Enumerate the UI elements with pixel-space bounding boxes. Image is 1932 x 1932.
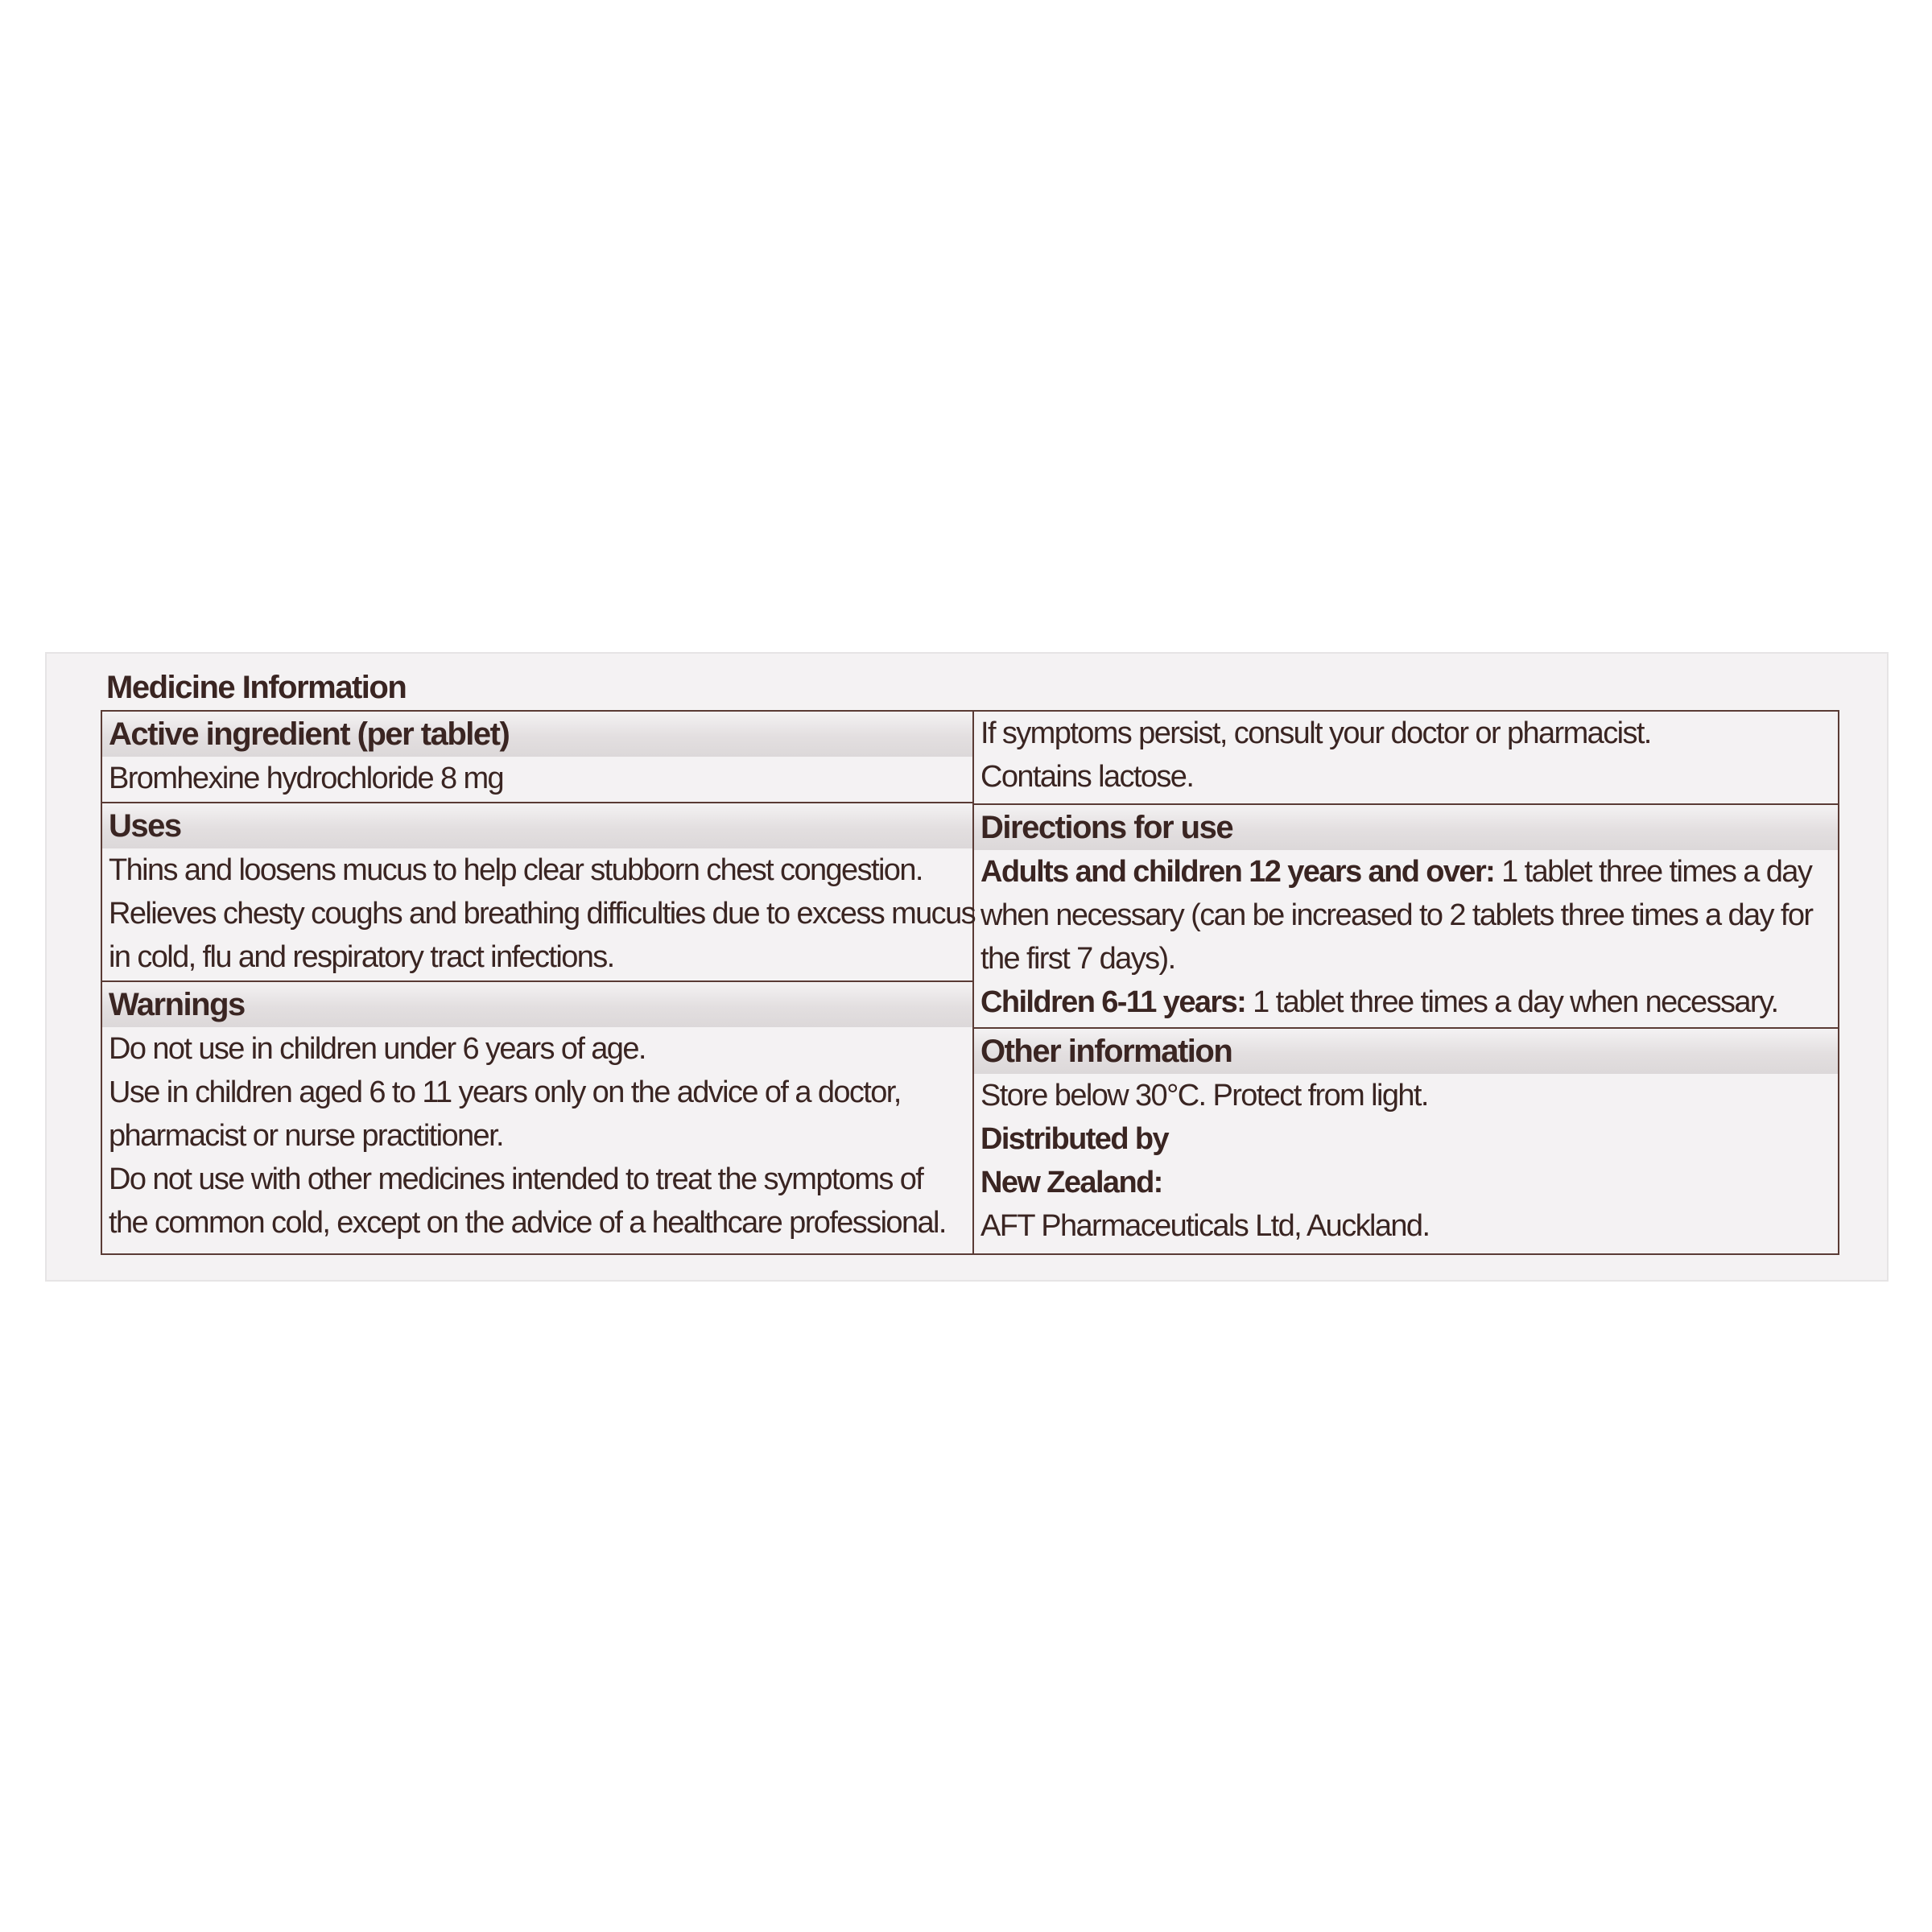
uses-line: in cold, flu and respiratory tract infections.	[109, 940, 614, 974]
other-info-heading: Other information	[974, 1029, 1838, 1074]
right-column	[974, 712, 1838, 1253]
directions-adults-line	[980, 850, 1830, 894]
other-info-header-row	[974, 1029, 1838, 1074]
warnings-row	[102, 1027, 972, 1253]
advisory-line: If symptoms persist, consult your doctor or pharmacist.	[980, 716, 1651, 750]
directions-heading: Directions for use	[974, 805, 1838, 850]
warnings-line: the common cold, except on the advice of a healthcare professional.	[109, 1206, 946, 1240]
uses-line: Relieves chesty coughs and breathing difficulties due to excess mucus	[109, 897, 976, 931]
left-column	[102, 712, 974, 1253]
children-label: Children 6-11 years:	[980, 985, 1246, 1019]
advisory-line: Contains lactose.	[980, 760, 1194, 794]
warnings-heading: Warnings	[102, 982, 972, 1027]
distributor-text: AFT Pharmaceuticals Ltd, Auckland.	[980, 1209, 1430, 1243]
directions-row	[974, 850, 1838, 1029]
warnings-line: Do not use in children under 6 years of age.	[109, 1032, 646, 1066]
medicine-info-table	[101, 710, 1839, 1255]
directions-children-line	[980, 980, 1830, 1024]
distributed-by-label: Distributed by	[980, 1122, 1169, 1156]
directions-header-row	[974, 805, 1838, 850]
adults-label: Adults and children 12 years and over:	[980, 855, 1495, 889]
directions-line: the first 7 days).	[980, 942, 1175, 976]
active-ingredient-text: Bromhexine hydrochloride 8 mg	[109, 762, 504, 795]
warnings-line: Do not use with other medicines intended to treat the symptoms of	[109, 1162, 923, 1196]
uses-heading: Uses	[102, 803, 972, 848]
uses-row	[102, 848, 976, 982]
advisory-row	[974, 712, 1838, 805]
active-ingredient-row	[102, 757, 972, 803]
storage-text: Store below 30°C. Protect from light.	[980, 1079, 1428, 1113]
children-dose: 1 tablet three times a day when necessary.	[1245, 985, 1778, 1019]
country-label: New Zealand:	[980, 1166, 1162, 1199]
warnings-header-row	[102, 982, 972, 1027]
active-ingredient-heading: Active ingredient (per tablet)	[102, 712, 972, 757]
active-ingredient-header-row	[102, 712, 972, 757]
uses-header-row	[102, 803, 972, 848]
directions-line: when necessary (can be increased to 2 tablets three times a day for	[980, 898, 1813, 932]
medicine-carton-panel	[47, 654, 1887, 1280]
adults-dose: 1 tablet three times a day	[1494, 855, 1812, 889]
other-info-row	[974, 1074, 1838, 1253]
uses-line: Thins and loosens mucus to help clear stubborn chest congestion.	[109, 853, 923, 887]
warnings-line: pharmacist or nurse practitioner.	[109, 1119, 503, 1153]
page-title: Medicine Information	[106, 670, 407, 705]
warnings-line: Use in children aged 6 to 11 years only on the advice of a doctor,	[109, 1075, 901, 1109]
